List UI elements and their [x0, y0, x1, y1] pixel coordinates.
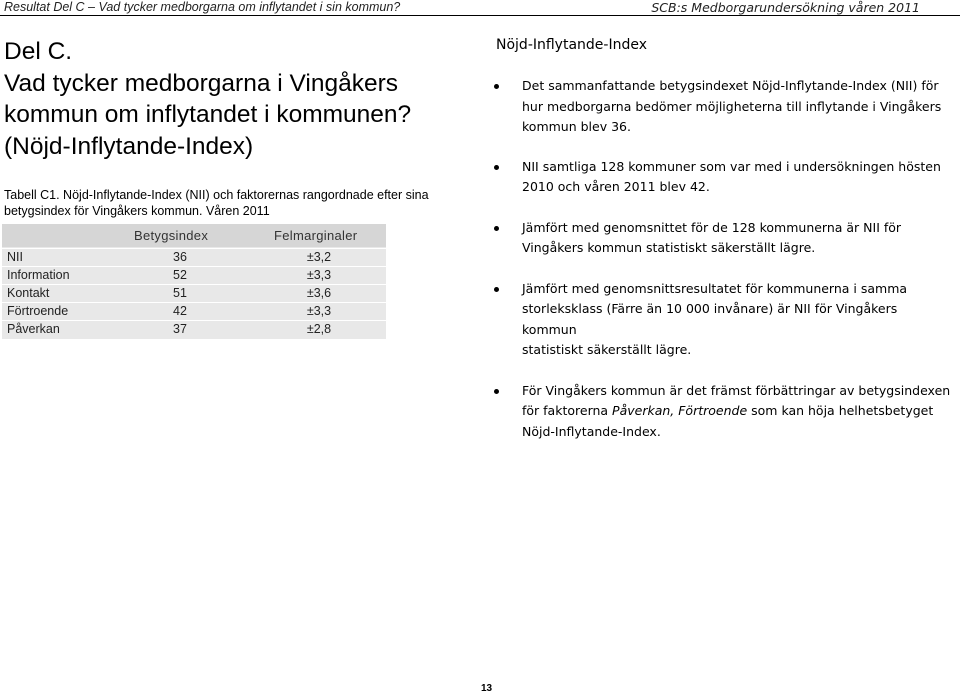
page-number: 13	[481, 683, 493, 694]
table-row	[2, 284, 386, 303]
factor-names: Påverkan, Förtroende	[612, 403, 748, 418]
table-caption-line: Tabell C1. Nöjd-Inflytande-Index (NII) och faktorernas rangordnade efter sina	[4, 188, 429, 202]
row-index-value: 51	[173, 286, 187, 300]
list-item	[494, 218, 954, 259]
running-header-source: SCB:s Medborgarundersökning våren 2011	[651, 0, 920, 15]
list-item	[494, 381, 954, 443]
list-item-line: kommun blev 36.	[522, 119, 631, 134]
list-item-line: Jämfört med genomsnittsresultatet för kommunerna i samma	[522, 280, 908, 296]
table-caption-line: betygsindex för Vingåkers kommun. Våren 2011	[4, 203, 270, 218]
list-item-line: Jämfört med genomsnittet för de 128 kommunerna är NII för	[522, 219, 902, 235]
table-row	[2, 248, 386, 267]
row-label: Påverkan	[7, 322, 60, 336]
list-item-line: 2010 och våren 2011 blev 42.	[522, 179, 710, 194]
row-index-value: 37	[173, 322, 187, 336]
row-margin-value: ±3,3	[306, 304, 332, 318]
bullet-icon	[494, 226, 499, 231]
table-caption	[4, 188, 444, 219]
row-index-value: 52	[173, 268, 187, 282]
row-index-value: 42	[173, 304, 187, 318]
list-item	[494, 279, 954, 361]
list-item-line: hur medborgarna bedömer möjligheterna till inflytande i Vingåkers	[522, 98, 942, 114]
header-divider	[0, 15, 960, 16]
list-item-line: Nöjd-Inflytande-Index.	[522, 423, 661, 439]
list-item-text: för faktorerna	[522, 403, 613, 418]
list-item-text: som kan höja helhetsbetyget	[747, 403, 934, 418]
row-margin-value: ±3,6	[306, 286, 332, 300]
row-margin-value: ±2,8	[306, 322, 332, 336]
row-label: NII	[7, 250, 23, 264]
running-header-title: Resultat Del C – Vad tycker medborgarna om inflytandet i sin kommun?	[4, 0, 401, 14]
section-heading: Nöjd-Inflytande-Index	[496, 37, 648, 53]
page-title-line: Del C.	[4, 38, 73, 65]
index-table	[2, 224, 386, 339]
list-item-line: NII samtliga 128 kommuner som var med i undersökningen hösten	[522, 158, 941, 174]
list-item-line: För Vingåkers kommun är det främst förbättringar av betygsindexen	[522, 382, 951, 398]
list-item	[494, 157, 954, 198]
bullet-icon	[494, 287, 499, 292]
column-header-betygsindex: Betygsindex	[134, 228, 209, 243]
list-item	[494, 76, 954, 138]
row-index-value: 36	[173, 250, 187, 264]
row-label: Kontakt	[7, 286, 50, 300]
page-title	[4, 36, 424, 162]
page-title-line: (Nöjd-Inflytande-Index)	[4, 132, 254, 160]
row-margin-value: ±3,2	[306, 250, 332, 264]
list-item-line	[522, 401, 954, 422]
table-header-row	[2, 224, 386, 247]
page-title-line: kommun om inflytandet i kommunen?	[4, 101, 412, 128]
list-item-line: storleksklass (Färre än 10 000 invånare) är NII för Vingåkers kommun	[522, 301, 898, 337]
list-item-line: Vingåkers kommun statistiskt säkerställt lägre.	[522, 240, 816, 255]
row-margin-value: ±3,3	[306, 268, 332, 282]
bullet-icon	[494, 84, 499, 89]
column-header-felmarginaler: Felmarginaler	[274, 228, 358, 243]
table-row	[2, 266, 386, 285]
row-label: Information	[7, 268, 70, 282]
list-item-line: statistiskt säkerställt lägre.	[522, 342, 692, 357]
bullet-icon	[494, 389, 499, 394]
bullet-icon	[494, 165, 499, 170]
findings-list	[494, 76, 954, 442]
list-item-line: Det sammanfattande betygsindexet Nöjd-Inflytande-Index (NII) för	[522, 78, 939, 93]
table-row	[2, 302, 386, 321]
row-label: Förtroende	[7, 304, 69, 318]
table-row	[2, 320, 386, 339]
page-title-line: Vad tycker medborgarna i Vingåkers	[4, 69, 399, 97]
